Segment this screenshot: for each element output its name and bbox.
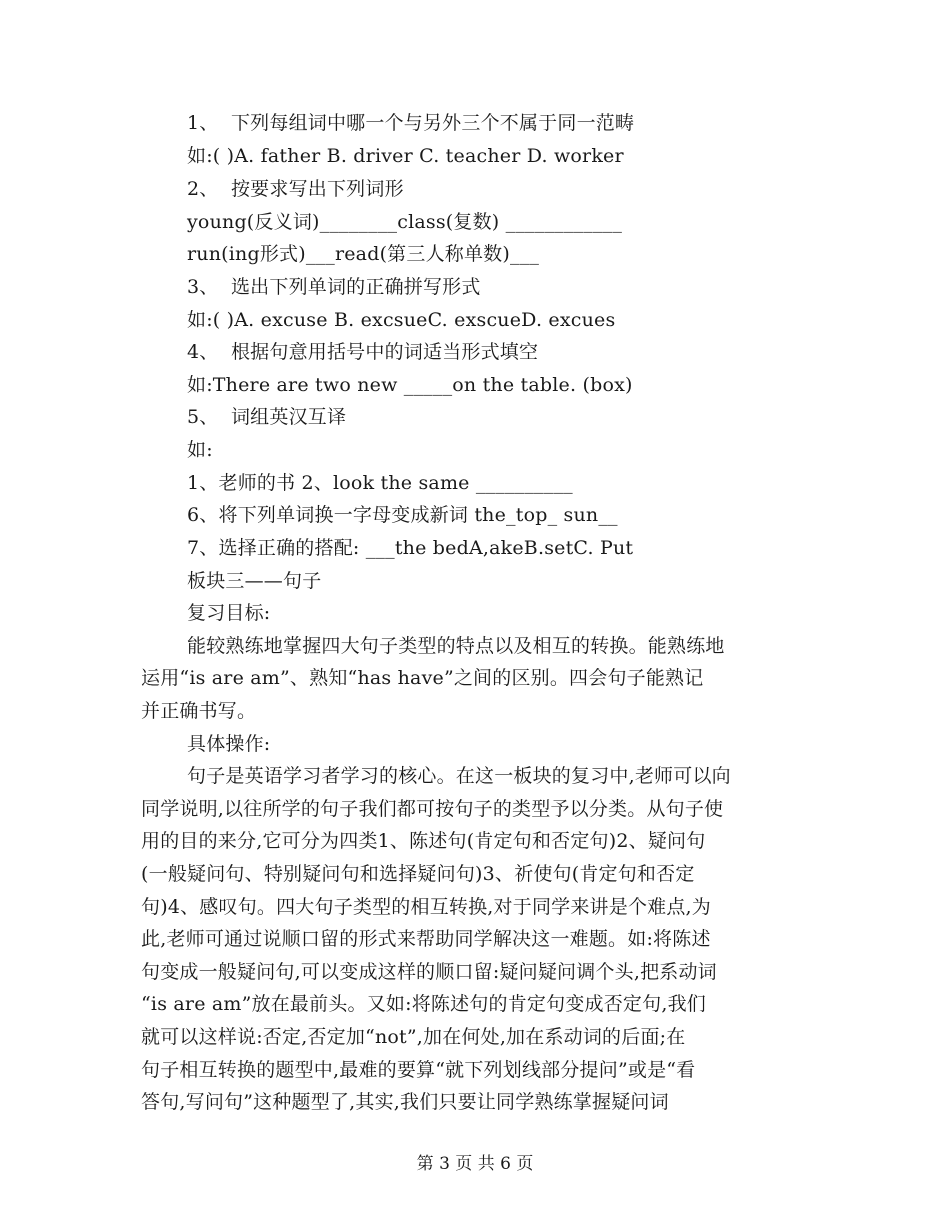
paragraph-line: 句子是英语学习者学习的核心。在这一板块的复习中,老师可以向 (187, 765, 731, 787)
paragraph-line: 句)4、感叹句。四大句子类型的相互转换,对于同学来讲是个难点,为 (141, 896, 711, 918)
subheading-operation: 具体操作: (187, 733, 271, 755)
text-line: 1、 下列每组词中哪一个与另外三个不属于同一范畴 (187, 112, 635, 134)
text-line: 如:( )A. excuse B. excsueC. exscueD. excues (187, 309, 616, 331)
paragraph-line: 同学说明,以往所学的句子我们都可按句子的类型予以分类。从句子使 (141, 798, 724, 820)
paragraph-line: 句变成一般疑问句,可以变成这样的顺口留:疑问疑问调个头,把系动词 (141, 961, 717, 983)
paragraph-line: 答句,写问句”这种题型了,其实,我们只要让同学熟练掌握疑问词 (141, 1091, 669, 1113)
paragraph-line: 能较熟练地掌握四大句子类型的特点以及相互的转换。能熟练地 (187, 635, 725, 657)
paragraph-line: 就可以这样说:否定,否定加“not”,加在何处,加在系动词的后面;在 (141, 1026, 686, 1048)
paragraph-line: “is are am”放在最前头。又如:将陈述句的肯定句变成否定句,我们 (141, 993, 706, 1015)
text-line: 4、 根据句意用括号中的词适当形式填空 (187, 341, 539, 363)
paragraph-line: (一般疑问句、特别疑问句和选择疑问句)3、祈使句(肯定句和否定 (141, 863, 695, 885)
subheading-review-goal: 复习目标: (187, 602, 271, 624)
text-line: young(反义词)________class(复数) ____________ (187, 211, 623, 233)
paragraph-line: 句子相互转换的题型中,最难的要算“就下列划线部分提问”或是“看 (141, 1059, 696, 1081)
paragraph-line: 此,老师可通过说顺口留的形式来帮助同学解决这一难题。如:将陈述 (141, 928, 711, 950)
text-line: 如:There are two new _____on the table. (box) (187, 374, 633, 396)
text-line: 如:( )A. father B. driver C. teacher D. worker (187, 145, 624, 167)
text-line: 1、老师的书 2、look the same __________ (187, 472, 573, 494)
paragraph-line: 用的目的来分,它可分为四类1、陈述句(肯定句和否定句)2、疑问句 (141, 830, 706, 852)
text-line: 5、 词组英汉互译 (187, 406, 347, 428)
text-line: run(ing形式)___read(第三人称单数)___ (187, 243, 540, 265)
text-line: 2、 按要求写出下列词形 (187, 178, 404, 200)
text-line: 7、选择正确的搭配: ___the bedA,akeB.setC. Put (187, 537, 634, 559)
section-heading: 板块三——句子 (187, 570, 322, 592)
text-line: 3、 选出下列单词的正确拼写形式 (187, 276, 481, 298)
paragraph-line: 运用“is are am”、熟知“has have”之间的区别。四会句子能熟记 (141, 667, 704, 689)
text-line: 6、将下列单词换一字母变成新词 the_top_ sun__ (187, 504, 618, 526)
paragraph-line: 并正确书写。 (141, 700, 257, 722)
text-line: 如: (187, 439, 213, 461)
page-footer: 第 3 页 共 6 页 (416, 1154, 534, 1174)
